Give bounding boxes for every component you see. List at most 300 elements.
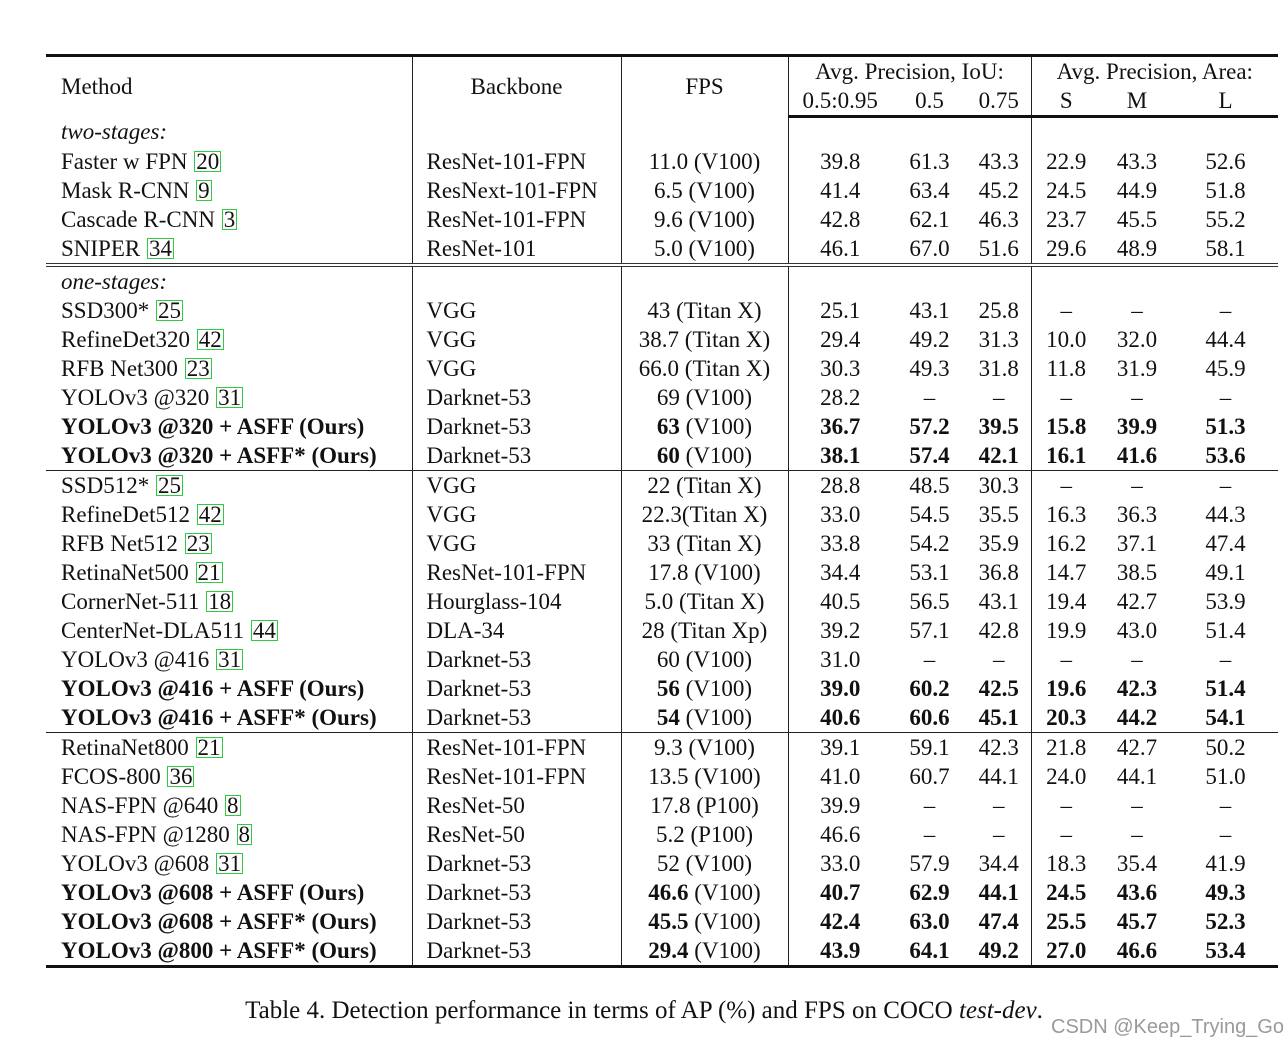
backbone-cell: VGG — [412, 325, 621, 354]
metric-ap50: – — [923, 822, 936, 847]
fps-cell — [621, 616, 788, 645]
metric-l: – — [1219, 385, 1232, 410]
fps-value: 5.0 — [644, 589, 674, 614]
metric-s: 24.0 — [1031, 762, 1101, 791]
metric-ap: 40.5 — [788, 587, 892, 616]
table-row — [46, 791, 1278, 820]
citation-link[interactable]: 36 — [169, 764, 193, 789]
metric-m: 32.0 — [1116, 327, 1158, 352]
table-row — [46, 849, 1278, 878]
citation-link[interactable]: 23 — [186, 531, 210, 556]
metric-ap: 33.0 — [788, 849, 892, 878]
fps-cell — [621, 674, 788, 703]
metric-ap75: 42.1 — [978, 443, 1019, 468]
citation-link[interactable]: 42 — [198, 327, 222, 352]
metric-m: – — [1131, 647, 1143, 672]
metric-ap: 39.2 — [788, 616, 892, 645]
metric-ap: 33.0 — [788, 500, 892, 529]
metric-ap75: 45.2 — [978, 178, 1019, 203]
citation-link[interactable]: 8 — [227, 793, 239, 818]
table-body — [46, 117, 1278, 967]
metric-ap50: 67.0 — [909, 236, 950, 261]
metric-ap75: 25.8 — [978, 298, 1019, 323]
metric-s: 24.5 — [1031, 878, 1101, 907]
metric-l: 51.3 — [1205, 414, 1246, 439]
metric-s: – — [1031, 296, 1101, 325]
method-name: YOLOv3 @320 + ASFF (Ours) — [61, 414, 365, 439]
metric-m: 43.6 — [1116, 880, 1158, 905]
metric-ap75: 43.1 — [978, 589, 1019, 614]
fps-cell — [621, 558, 788, 587]
metric-ap: 39.1 — [788, 733, 892, 763]
fps-cell — [621, 205, 788, 234]
section-cell — [621, 117, 788, 148]
table-row — [46, 325, 1278, 354]
metric-s: 19.6 — [1031, 674, 1101, 703]
method-cell — [46, 936, 412, 967]
metric-ap: 41.4 — [788, 176, 892, 205]
metric-m: – — [1131, 822, 1143, 847]
backbone-cell: Darknet-53 — [412, 878, 621, 907]
backbone-cell: ResNet-101-FPN — [412, 147, 621, 176]
metric-ap75: – — [993, 793, 1005, 818]
citation-link[interactable]: 18 — [208, 589, 232, 614]
metric-ap: 38.1 — [788, 441, 892, 471]
fps-cell — [621, 147, 788, 176]
method-name: YOLOv3 @320 — [61, 385, 210, 410]
fps-device: (Titan X) — [676, 531, 762, 556]
metric-ap50: 59.1 — [892, 733, 967, 763]
section-label: two-stages: — [61, 119, 168, 145]
method-cell — [46, 762, 412, 791]
metric-l: – — [1219, 793, 1232, 818]
metric-m: – — [1131, 385, 1143, 410]
metric-l: 58.1 — [1205, 236, 1246, 261]
metric-ap: 46.6 — [788, 820, 892, 849]
metric-m: 42.7 — [1101, 733, 1173, 763]
table-row — [46, 762, 1278, 791]
metric-l: – — [1219, 822, 1232, 847]
method-cell — [46, 616, 412, 645]
metric-ap75: 42.5 — [978, 676, 1019, 701]
metric-l: 53.4 — [1173, 936, 1278, 967]
metric-ap75: 44.1 — [978, 764, 1019, 789]
metric-ap50: 61.3 — [909, 149, 950, 174]
metric-ap: 31.0 — [788, 645, 892, 674]
metric-s: 11.8 — [1031, 354, 1101, 383]
metric-m: 38.5 — [1116, 560, 1158, 585]
backbone-cell: Darknet-53 — [412, 703, 621, 733]
fps-cell — [621, 325, 788, 354]
method-cell — [46, 176, 412, 205]
metric-m: – — [1131, 793, 1143, 818]
fps-value: 46.6 — [648, 880, 689, 905]
table-header — [46, 56, 1278, 117]
method-name: YOLOv3 @416 — [61, 647, 210, 672]
metric-s: 10.0 — [1031, 325, 1101, 354]
table-row — [46, 936, 1278, 967]
method-name: YOLOv3 @608 — [61, 851, 210, 876]
metric-ap: 39.8 — [788, 147, 892, 176]
method-name: Cascade R-CNN — [61, 207, 215, 232]
method-cell — [46, 907, 412, 936]
metric-ap: 36.7 — [788, 412, 892, 441]
metric-l: – — [1219, 298, 1232, 323]
metric-l: – — [1173, 471, 1278, 501]
metric-s: 24.5 — [1031, 176, 1101, 205]
metric-ap75: 31.8 — [978, 356, 1019, 381]
method-cell — [46, 500, 412, 529]
backbone-cell: VGG — [412, 354, 621, 383]
caption-italic: test-dev — [958, 997, 1037, 1024]
method-cell — [46, 412, 412, 441]
backbone-cell: Darknet-53 — [412, 936, 621, 967]
fps-value: 33 — [647, 531, 671, 556]
method-name: YOLOv3 @416 + ASFF* (Ours) — [61, 705, 377, 730]
metric-ap: 29.4 — [788, 325, 892, 354]
citation-link[interactable]: 8 — [238, 822, 251, 847]
method-name: YOLOv3 @416 + ASFF (Ours) — [61, 676, 365, 701]
method-name: YOLOv3 @320 + ASFF* (Ours) — [61, 443, 377, 468]
metric-s: 16.1 — [1031, 441, 1101, 471]
metric-ap: 28.2 — [788, 383, 892, 412]
fps-device: (Titan X) — [676, 298, 762, 323]
table-row — [46, 820, 1278, 849]
method-name: RefineDet512 — [61, 502, 191, 527]
metric-l: – — [1219, 647, 1232, 672]
section-cell — [892, 117, 967, 148]
caption-end: . — [1036, 997, 1043, 1024]
metric-ap: 40.7 — [788, 878, 892, 907]
metric-l: 53.9 — [1205, 589, 1246, 614]
metric-ap: 33.8 — [788, 529, 892, 558]
fps-value: 38.7 — [638, 327, 680, 352]
header-ap-iou: Avg. Precision, IoU: — [788, 56, 1031, 87]
fps-device: (V100) — [688, 178, 755, 203]
metric-s: 21.8 — [1031, 733, 1101, 763]
metric-m: 42.3 — [1116, 676, 1158, 701]
metric-ap50: 64.1 — [892, 936, 967, 967]
fps-value: 17.8 — [648, 560, 689, 585]
metric-s: – — [1031, 645, 1101, 674]
metric-s: 27.0 — [1031, 936, 1101, 967]
metric-ap50: 54.2 — [909, 531, 950, 556]
method-cell — [46, 703, 412, 733]
backbone-cell: ResNet-101-FPN — [412, 733, 621, 763]
metric-s: 20.3 — [1031, 703, 1101, 733]
table-row — [46, 234, 1278, 265]
metric-ap: 25.1 — [788, 296, 892, 325]
method-cell — [46, 354, 412, 383]
citation-link[interactable]: 25 — [157, 298, 181, 323]
method-name: YOLOv3 @608 + ASFF* (Ours) — [61, 909, 377, 934]
method-name: RFB Net512 — [61, 531, 178, 556]
header-iou-1: 0.5 — [892, 86, 967, 117]
section-cell — [1173, 265, 1278, 296]
metric-ap75: 46.3 — [978, 207, 1019, 232]
fps-cell — [621, 529, 788, 558]
table-row — [46, 616, 1278, 645]
citation-link[interactable]: 31 — [218, 647, 242, 672]
metric-s: 29.6 — [1031, 234, 1101, 265]
method-cell — [46, 147, 412, 176]
section-label: one-stages: — [46, 265, 412, 296]
table-row — [46, 296, 1278, 325]
method-cell — [46, 645, 412, 674]
backbone-cell: ResNet-50 — [412, 820, 621, 849]
table-row — [46, 558, 1278, 587]
metric-ap50: – — [923, 647, 936, 672]
metric-ap: 28.8 — [788, 471, 892, 501]
fps-device: (V100) — [688, 236, 755, 261]
metric-l: 55.2 — [1205, 207, 1246, 232]
metric-ap: 39.9 — [788, 791, 892, 820]
table-row — [46, 147, 1278, 176]
fps-device: (Titan X) — [679, 589, 765, 614]
metric-m: 31.9 — [1116, 356, 1158, 381]
fps-cell — [621, 762, 788, 791]
fps-value: 69 — [656, 385, 680, 410]
metric-m: 39.9 — [1116, 414, 1158, 439]
citation-link[interactable]: 25 — [157, 473, 181, 498]
metric-m: 42.7 — [1116, 589, 1158, 614]
table-row — [46, 587, 1278, 616]
backbone-cell: Darknet-53 — [412, 412, 621, 441]
method-name: RFB Net300 — [61, 356, 178, 381]
method-cell — [46, 529, 412, 558]
metric-s: 15.8 — [1031, 412, 1101, 441]
method-name: CornerNet-511 — [61, 589, 200, 614]
method-cell — [46, 820, 412, 849]
fps-value: 6.5 — [654, 178, 683, 203]
fps-value: 60 — [656, 443, 680, 468]
metric-m: 44.2 — [1116, 705, 1158, 730]
fps-cell — [621, 820, 788, 849]
fps-value: 52 — [656, 851, 680, 876]
method-cell — [46, 325, 412, 354]
metric-l: 52.3 — [1205, 909, 1246, 934]
fps-value: 22.3 — [641, 502, 682, 527]
metric-ap50: 49.3 — [909, 356, 950, 381]
method-cell — [46, 296, 412, 325]
fps-device: (P100) — [696, 793, 759, 818]
metric-l: 41.9 — [1205, 851, 1246, 876]
fps-value: 29.4 — [648, 938, 689, 963]
table-row — [46, 703, 1278, 733]
backbone-cell: Darknet-53 — [412, 907, 621, 936]
metric-s: 23.7 — [1031, 205, 1101, 234]
metric-ap: 34.4 — [788, 558, 892, 587]
fps-cell — [621, 703, 788, 733]
method-name: CenterNet-DLA511 — [61, 618, 245, 643]
fps-cell — [621, 733, 788, 763]
backbone-cell: VGG — [412, 500, 621, 529]
method-cell — [46, 558, 412, 587]
method-cell — [46, 471, 412, 501]
metric-m: 48.9 — [1116, 236, 1158, 261]
metric-ap50: 63.0 — [909, 909, 950, 934]
method-name: YOLOv3 @608 + ASFF (Ours) — [61, 880, 365, 905]
fps-cell — [621, 412, 788, 441]
results-table — [46, 54, 1278, 968]
citation-link[interactable]: 21 — [197, 560, 221, 585]
metric-m: – — [1101, 471, 1173, 501]
fps-device: (V100) — [685, 385, 753, 410]
citation-link[interactable]: 21 — [197, 735, 221, 760]
fps-device: (V100) — [693, 149, 761, 174]
header-fps: FPS — [621, 56, 788, 117]
fps-cell — [621, 936, 788, 967]
metric-s: 22.9 — [1031, 147, 1101, 176]
backbone-cell: Darknet-53 — [412, 441, 621, 471]
metric-ap75: – — [993, 822, 1005, 847]
metric-ap50: 62.9 — [909, 880, 950, 905]
metric-l: 44.4 — [1205, 327, 1246, 352]
metric-ap50: 63.4 — [909, 178, 950, 203]
metric-l: 49.3 — [1205, 880, 1246, 905]
backbone-cell: VGG — [412, 296, 621, 325]
fps-device: (V100) — [694, 560, 761, 585]
metric-l: 50.2 — [1173, 733, 1278, 763]
citation-link[interactable]: 44 — [252, 618, 276, 643]
fps-device: (V100) — [694, 880, 761, 905]
fps-value: 45.5 — [648, 909, 689, 934]
method-cell — [46, 733, 412, 763]
metric-s: 14.7 — [1031, 558, 1101, 587]
metric-m: – — [1131, 298, 1143, 323]
citation-link[interactable]: 3 — [223, 207, 236, 232]
fps-device: (Titan Xp) — [670, 618, 768, 643]
metric-m: 35.4 — [1116, 851, 1158, 876]
table-row — [46, 733, 1278, 763]
citation-link[interactable]: 42 — [198, 502, 222, 527]
fps-value: 17.8 — [650, 793, 691, 818]
citation-link[interactable]: 31 — [218, 385, 242, 410]
fps-cell — [621, 441, 788, 471]
method-name: RefineDet320 — [61, 327, 191, 352]
metric-ap75: 43.3 — [978, 149, 1019, 174]
fps-value: 13.5 — [648, 764, 689, 789]
header-area-m: M — [1101, 86, 1173, 117]
backbone-cell: ResNext-101-FPN — [412, 176, 621, 205]
citation-link[interactable]: 9 — [198, 178, 210, 203]
table-row — [46, 529, 1278, 558]
metric-ap50: 54.5 — [909, 502, 950, 527]
method-name: NAS-FPN @1280 — [61, 822, 230, 847]
method-cell — [46, 205, 412, 234]
metric-ap75: 44.1 — [978, 880, 1019, 905]
metric-l: 51.8 — [1205, 178, 1246, 203]
metric-s: 25.5 — [1031, 907, 1101, 936]
table-row — [46, 205, 1278, 234]
fps-cell — [621, 645, 788, 674]
table-row — [46, 441, 1278, 471]
section-cell — [967, 117, 1031, 148]
backbone-cell: Darknet-53 — [412, 849, 621, 878]
metric-l: 54.1 — [1205, 705, 1246, 730]
fps-cell — [621, 849, 788, 878]
fps-device: (Titan X) — [684, 356, 771, 381]
metric-ap: 42.4 — [788, 907, 892, 936]
metric-ap75: 42.8 — [978, 618, 1019, 643]
backbone-cell: ResNet-101 — [412, 234, 621, 265]
table-row — [46, 176, 1278, 205]
metric-m: 37.1 — [1116, 531, 1158, 556]
section-cell — [1173, 117, 1278, 148]
fps-device: (V100) — [688, 735, 755, 760]
metric-ap: 43.9 — [788, 936, 892, 967]
header-iou-0: 0.5:0.95 — [788, 86, 892, 117]
method-cell — [46, 383, 412, 412]
fps-value: 43 — [647, 298, 671, 323]
fps-value: 60 — [656, 647, 680, 672]
metric-ap75: 42.3 — [967, 733, 1031, 763]
backbone-cell: Hourglass-104 — [412, 587, 621, 616]
table-row — [46, 878, 1278, 907]
fps-value: 11.0 — [648, 149, 689, 174]
metric-ap: 46.1 — [788, 234, 892, 265]
fps-value: 54 — [656, 705, 680, 730]
method-name: SNIPER — [61, 236, 141, 261]
metric-ap50: 48.5 — [892, 471, 967, 501]
table-row — [46, 500, 1278, 529]
fps-cell — [621, 234, 788, 265]
section-cell — [1101, 117, 1173, 148]
caption-text: Table 4. Detection performance in terms of AP (%) and FPS on COCO — [245, 997, 959, 1024]
metric-ap75: 47.4 — [978, 909, 1019, 934]
fps-cell — [621, 471, 788, 501]
metric-m: 43.0 — [1116, 618, 1158, 643]
metric-ap50: 60.2 — [909, 676, 950, 701]
metric-s: 16.3 — [1031, 500, 1101, 529]
metric-s: – — [1031, 383, 1101, 412]
citation-link[interactable]: 23 — [186, 356, 210, 381]
header-ap-area: Avg. Precision, Area: — [1031, 56, 1278, 87]
citation-link[interactable]: 31 — [218, 851, 242, 876]
metric-m: 36.3 — [1116, 502, 1158, 527]
section-cell — [1101, 265, 1173, 296]
backbone-cell: ResNet-101-FPN — [412, 558, 621, 587]
header-iou-2: 0.75 — [967, 86, 1031, 117]
watermark: CSDN @Keep_Trying_Go — [1051, 1016, 1284, 1038]
section-cell — [1031, 265, 1101, 296]
fps-value: 5.0 — [654, 236, 683, 261]
metric-ap: 42.8 — [788, 205, 892, 234]
fps-device: (Titan X) — [684, 327, 771, 352]
fps-device: (V100) — [685, 676, 753, 701]
citation-link[interactable]: 34 — [149, 236, 172, 261]
metric-s: 19.9 — [1031, 616, 1101, 645]
backbone-cell: ResNet-101-FPN — [412, 205, 621, 234]
table-row — [46, 907, 1278, 936]
metric-ap50: 57.2 — [909, 414, 950, 439]
table-row — [46, 471, 1278, 501]
section-row — [46, 265, 1278, 296]
metric-l: 47.4 — [1205, 531, 1246, 556]
metric-ap75: 51.6 — [978, 236, 1019, 261]
metric-ap50: 53.1 — [909, 560, 950, 585]
metric-m: 45.7 — [1116, 909, 1158, 934]
method-cell — [46, 234, 412, 265]
citation-link[interactable]: 20 — [196, 149, 220, 174]
section-cell — [1031, 117, 1101, 148]
backbone-cell: DLA-34 — [412, 616, 621, 645]
fps-device: (V100) — [688, 207, 755, 232]
metric-ap75: 39.5 — [978, 414, 1019, 439]
header-method: Method — [46, 56, 412, 117]
metric-ap75: 31.3 — [978, 327, 1019, 352]
method-name: SSD512* — [61, 473, 150, 498]
